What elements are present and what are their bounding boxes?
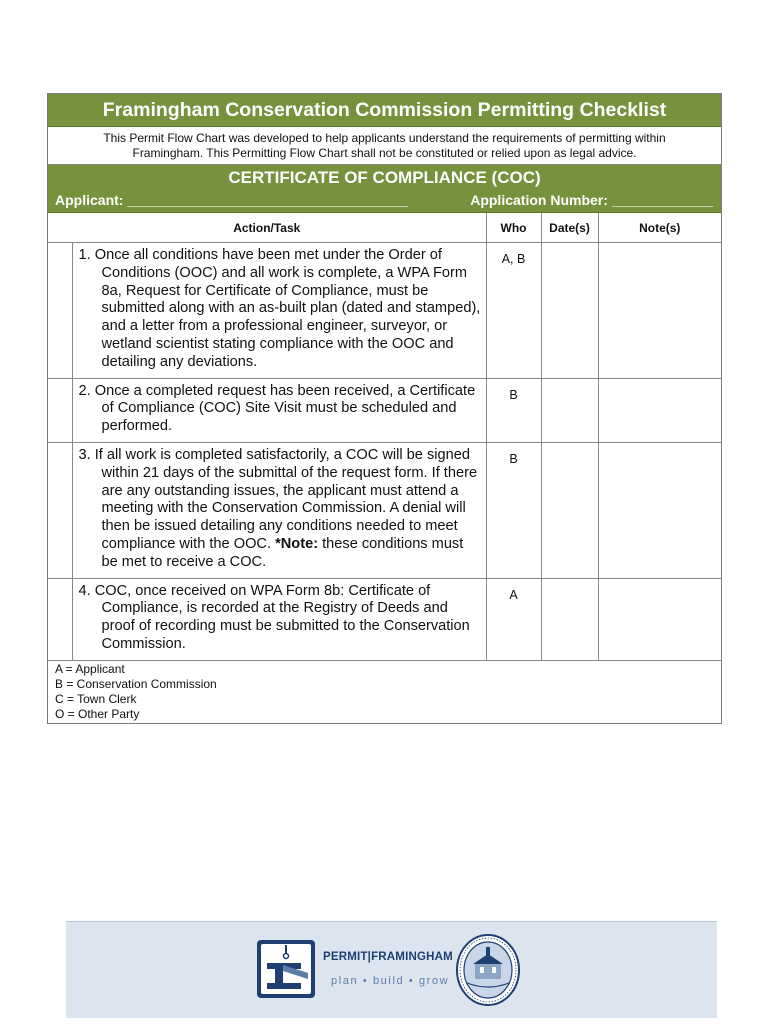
who-cell: B [486,378,541,442]
dates-cell[interactable] [541,243,598,379]
who-cell: A [486,578,541,660]
task-text: 1. Once all conditions have been met under the Order of Conditions (OOC) and all work is complete, a WPA Form 8a, Request for Certificate of Compliance, must be submitted along with an as-built plan (dated and stamped), and a letter from a professional engineer, surveyor, or wetland scientist stating compliance with the OOC and detailing any deviations. [72,243,486,379]
legend-item: A = Applicant [55,661,125,676]
checkbox-cell[interactable] [48,243,72,379]
checklist-sheet [47,93,722,724]
column-header-who: Who [486,213,541,243]
dates-cell[interactable] [541,578,598,660]
dates-cell[interactable] [541,442,598,578]
application-number-field[interactable]: Application Number: _____________ [470,192,713,208]
task-text-with-note [72,442,486,578]
who-cell: B [486,442,541,578]
who-legend [48,661,721,723]
page-title: Framingham Conservation Commission Permitting Checklist [48,94,721,127]
legend-item: C = Town Clerk [55,691,137,706]
notes-cell[interactable] [598,243,721,379]
legend-item: B = Conservation Commission [55,676,217,691]
note-label: *Note: [275,535,319,552]
brand-title: PERMIT|FRAMINGHAM [323,951,453,963]
intro-disclaimer: This Permit Flow Chart was developed to help applicants understand the requirements of permitting within Framingham. This Permitting Flow Chart shall not be constituted or relied upon as legal advice. [48,127,721,165]
framingham-town-seal-icon [455,933,521,1007]
table-row [48,578,721,660]
who-cell: A, B [486,243,541,379]
checkbox-cell[interactable] [48,442,72,578]
table-row [48,442,721,578]
permit-framingham-logo-icon [256,939,316,999]
task-text: 2. Once a completed request has been received, a Certificate of Compliance (COC) Site Visit must be scheduled and performed. [72,378,486,442]
dates-cell[interactable] [541,378,598,442]
note-text: these conditions must be met to receive a COC. [101,535,464,570]
notes-cell[interactable] [598,578,721,660]
notes-cell[interactable] [598,442,721,578]
task-text: 4. COC, once received on WPA Form 8b: Certificate of Compliance, is recorded at the Registry of Deeds and proof of recording must be submitted to the Conservation Commission. [72,578,486,660]
checkbox-cell[interactable] [48,378,72,442]
notes-cell[interactable] [598,378,721,442]
footer-banner [66,921,717,1018]
applicant-bar [48,190,721,213]
column-header-notes: Note(s) [598,213,721,243]
applicant-field[interactable]: Applicant: ____________________________________ [55,192,408,208]
legend-item: O = Other Party [55,706,140,721]
table-row [48,378,721,442]
column-header-action: Action/Task [48,213,486,243]
section-title: CERTIFICATE OF COMPLIANCE (COC) [48,165,721,190]
checklist-table [48,213,721,661]
brand-tagline: plan • build • grow [331,975,450,987]
task-text: 3. If all work is completed satisfactorily, a COC will be signed within 21 days of the submittal of the request form. If there are any outstanding issues, the applicant must attend a meeting with the Conservation Commission. A denial will then be issued detailing any conditions needed to meet compliance with the OOC. [78,446,478,552]
table-header-row [48,213,721,243]
column-header-dates: Date(s) [541,213,598,243]
table-row [48,243,721,379]
checkbox-cell[interactable] [48,578,72,660]
